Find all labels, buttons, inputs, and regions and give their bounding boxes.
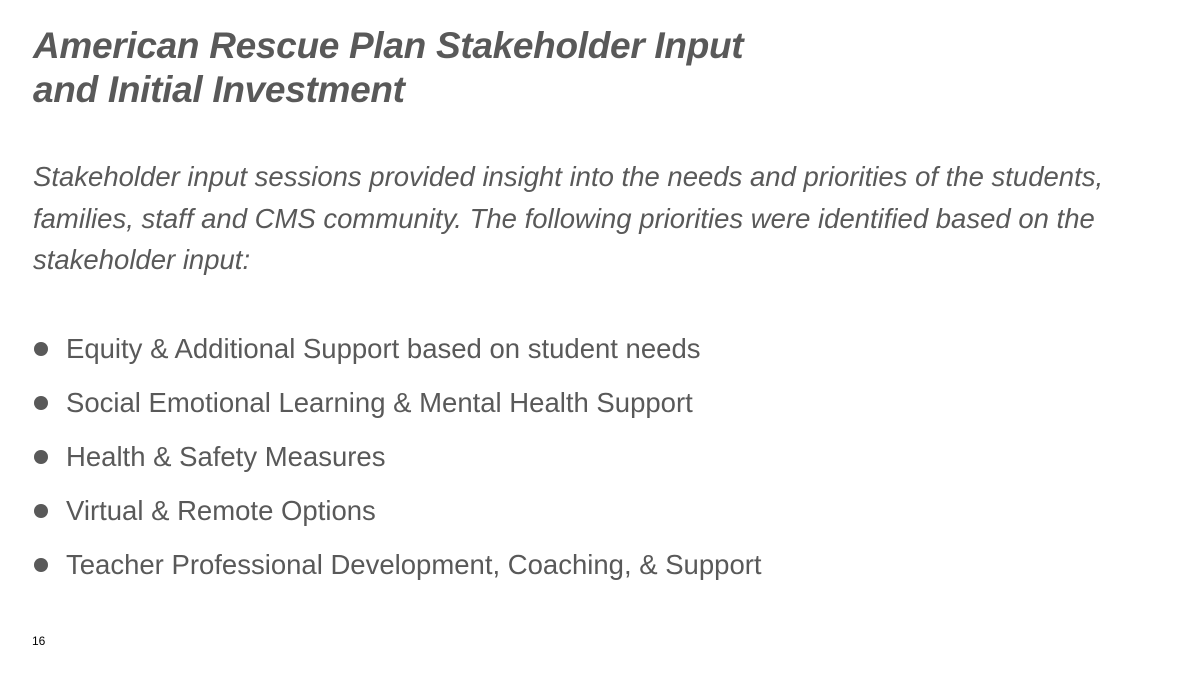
bullet-icon [34,450,48,464]
priority-label: Equity & Additional Support based on student needs [66,333,701,364]
bullet-icon [34,558,48,572]
priority-label: Teacher Professional Development, Coaching, & Support [66,549,762,580]
bullet-icon [34,342,48,356]
list-item [33,430,1133,484]
priority-label: Social Emotional Learning & Mental Health Support [66,387,693,418]
priority-label: Health & Safety Measures [66,441,386,472]
bullet-icon [34,396,48,410]
slide-title-line-1: American Rescue Plan Stakeholder Input [33,25,744,66]
priority-label: Virtual & Remote Options [66,495,376,526]
slide-title [33,24,1133,112]
page-number: 16 [32,634,46,648]
list-item [33,376,1133,430]
slide-title-line-2: and Initial Investment [33,69,405,110]
priority-list [33,322,1133,592]
bullet-icon [34,504,48,518]
list-item [33,484,1133,538]
intro-paragraph: Stakeholder input sessions provided insight into the needs and priorities of the students, families, staff and CMS community. The following priorities were identified based on the stakeholder input: [33,161,1104,275]
list-item [33,538,1133,592]
list-item [33,322,1133,376]
